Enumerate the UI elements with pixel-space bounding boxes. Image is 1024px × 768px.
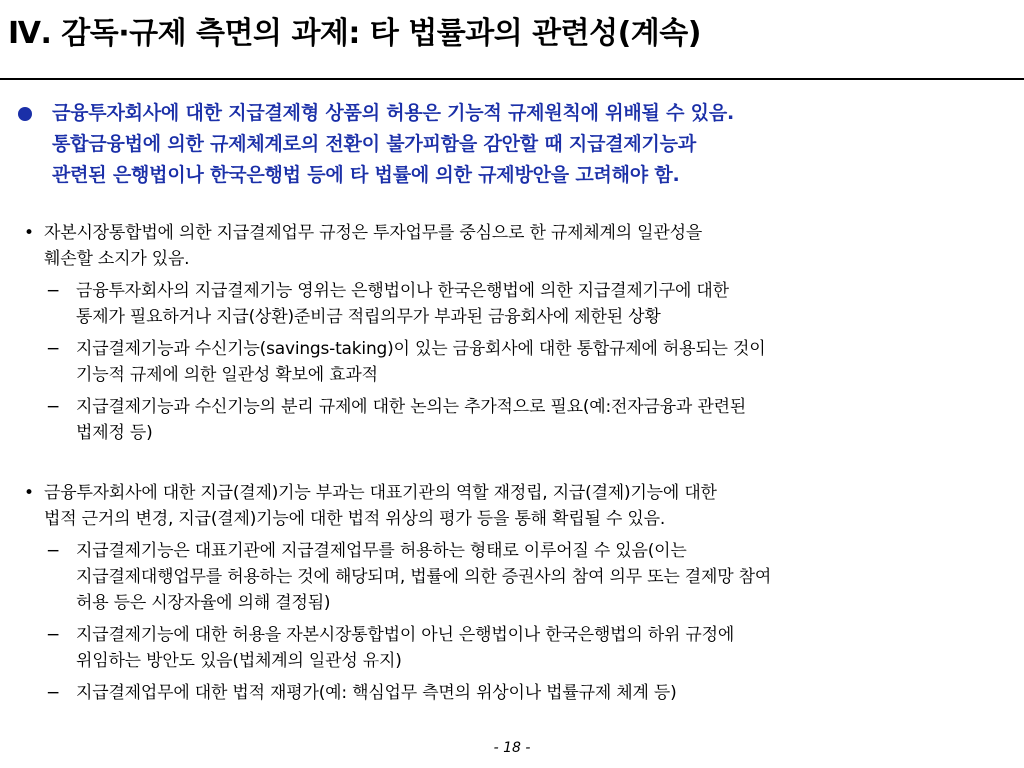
bullet-line: 법적 근거의 변경, 지급(결제)기능에 대한 법적 위상의 평가 등을 통해 확립될 수 있음.	[44, 509, 666, 529]
bullet-section-1	[22, 220, 1012, 452]
bullet-item	[22, 480, 1012, 532]
dash-mark: −	[46, 683, 61, 703]
key-point	[18, 98, 1008, 191]
dash-mark: −	[46, 281, 61, 301]
sub-line: 기능적 규제에 의한 일관성 확보에 효과적	[76, 365, 378, 385]
sub-item	[22, 622, 1012, 674]
dash-mark: −	[46, 339, 61, 359]
sub-line: 허용 등은 시장자율에 의해 결정됨)	[76, 593, 331, 613]
bullet-line: 금융투자회사에 대한 지급(결제)기능 부과는 대표기관의 역할 재정립, 지급(결제)기능에 대한	[44, 483, 717, 503]
sub-line: 지급결제기능과 수신기능의 분리 규제에 대한 논의는 추가적으로 필요(예:전자금융과 관련된	[76, 397, 747, 417]
bullet-section-2	[22, 480, 1012, 712]
sub-item	[22, 278, 1012, 330]
sub-line: 지급결제대행업무를 허용하는 것에 해당되며, 법률에 의한 증권사의 참여 의무 또는 결제망 참여	[76, 567, 772, 587]
page-title: Ⅳ. 감독·규제 측면의 과제: 타 법률과의 관련성(계속)	[8, 16, 701, 51]
sub-line: 법제정 등)	[76, 423, 153, 443]
dash-mark: −	[46, 397, 61, 417]
bullet-item	[22, 220, 1012, 272]
bullet-line: 자본시장통합법에 의한 지급결제업무 규정은 투자업무를 중심으로 한 규제체계의 일관성을	[44, 223, 703, 243]
sub-line: 지급결제업무에 대한 법적 재평가(예: 핵심업무 측면의 위상이나 법률규제 체계 등)	[76, 683, 677, 703]
sub-item	[22, 680, 1012, 706]
sub-line: 통제가 필요하거나 지급(상환)준비금 적립의무가 부과된 금융회사에 제한된 상황	[76, 307, 661, 327]
bullet-mark: •	[24, 483, 34, 503]
key-point-line: 관련된 은행법이나 한국은행법 등에 타 법률에 의한 규제방안을 고려해야 함.	[52, 164, 680, 186]
key-point-line: 통합금융법에 의한 규제체계로의 전환이 불가피함을 감안할 때 지급결제기능과	[52, 133, 696, 155]
title-divider	[0, 78, 1024, 80]
page-number: - 18 -	[493, 740, 531, 756]
sub-line: 위임하는 방안도 있음(법체계의 일관성 유지)	[76, 651, 402, 671]
dash-mark: −	[46, 541, 61, 561]
sub-item	[22, 394, 1012, 446]
key-point-line: 금융투자회사에 대한 지급결제형 상품의 허용은 기능적 규제원칙에 위배될 수 있음.	[52, 102, 734, 124]
bullet-dot-icon	[18, 107, 32, 121]
dash-mark: −	[46, 625, 61, 645]
sub-item	[22, 538, 1012, 616]
sub-line: 지급결제기능과 수신기능(savings-taking)이 있는 금융회사에 대한 통합규제에 허용되는 것이	[76, 339, 766, 359]
bullet-line: 훼손할 소지가 있음.	[44, 249, 190, 269]
sub-line: 지급결제기능은 대표기관에 지급결제업무를 허용하는 형태로 이루어질 수 있음(이는	[76, 541, 687, 561]
sub-item	[22, 336, 1012, 388]
sub-line: 지급결제기능에 대한 허용을 자본시장통합법이 아닌 은행법이나 한국은행법의 하위 규정에	[76, 625, 735, 645]
sub-line: 금융투자회사의 지급결제기능 영위는 은행법이나 한국은행법에 의한 지급결제기구에 대한	[76, 281, 729, 301]
bullet-mark: •	[24, 223, 34, 243]
